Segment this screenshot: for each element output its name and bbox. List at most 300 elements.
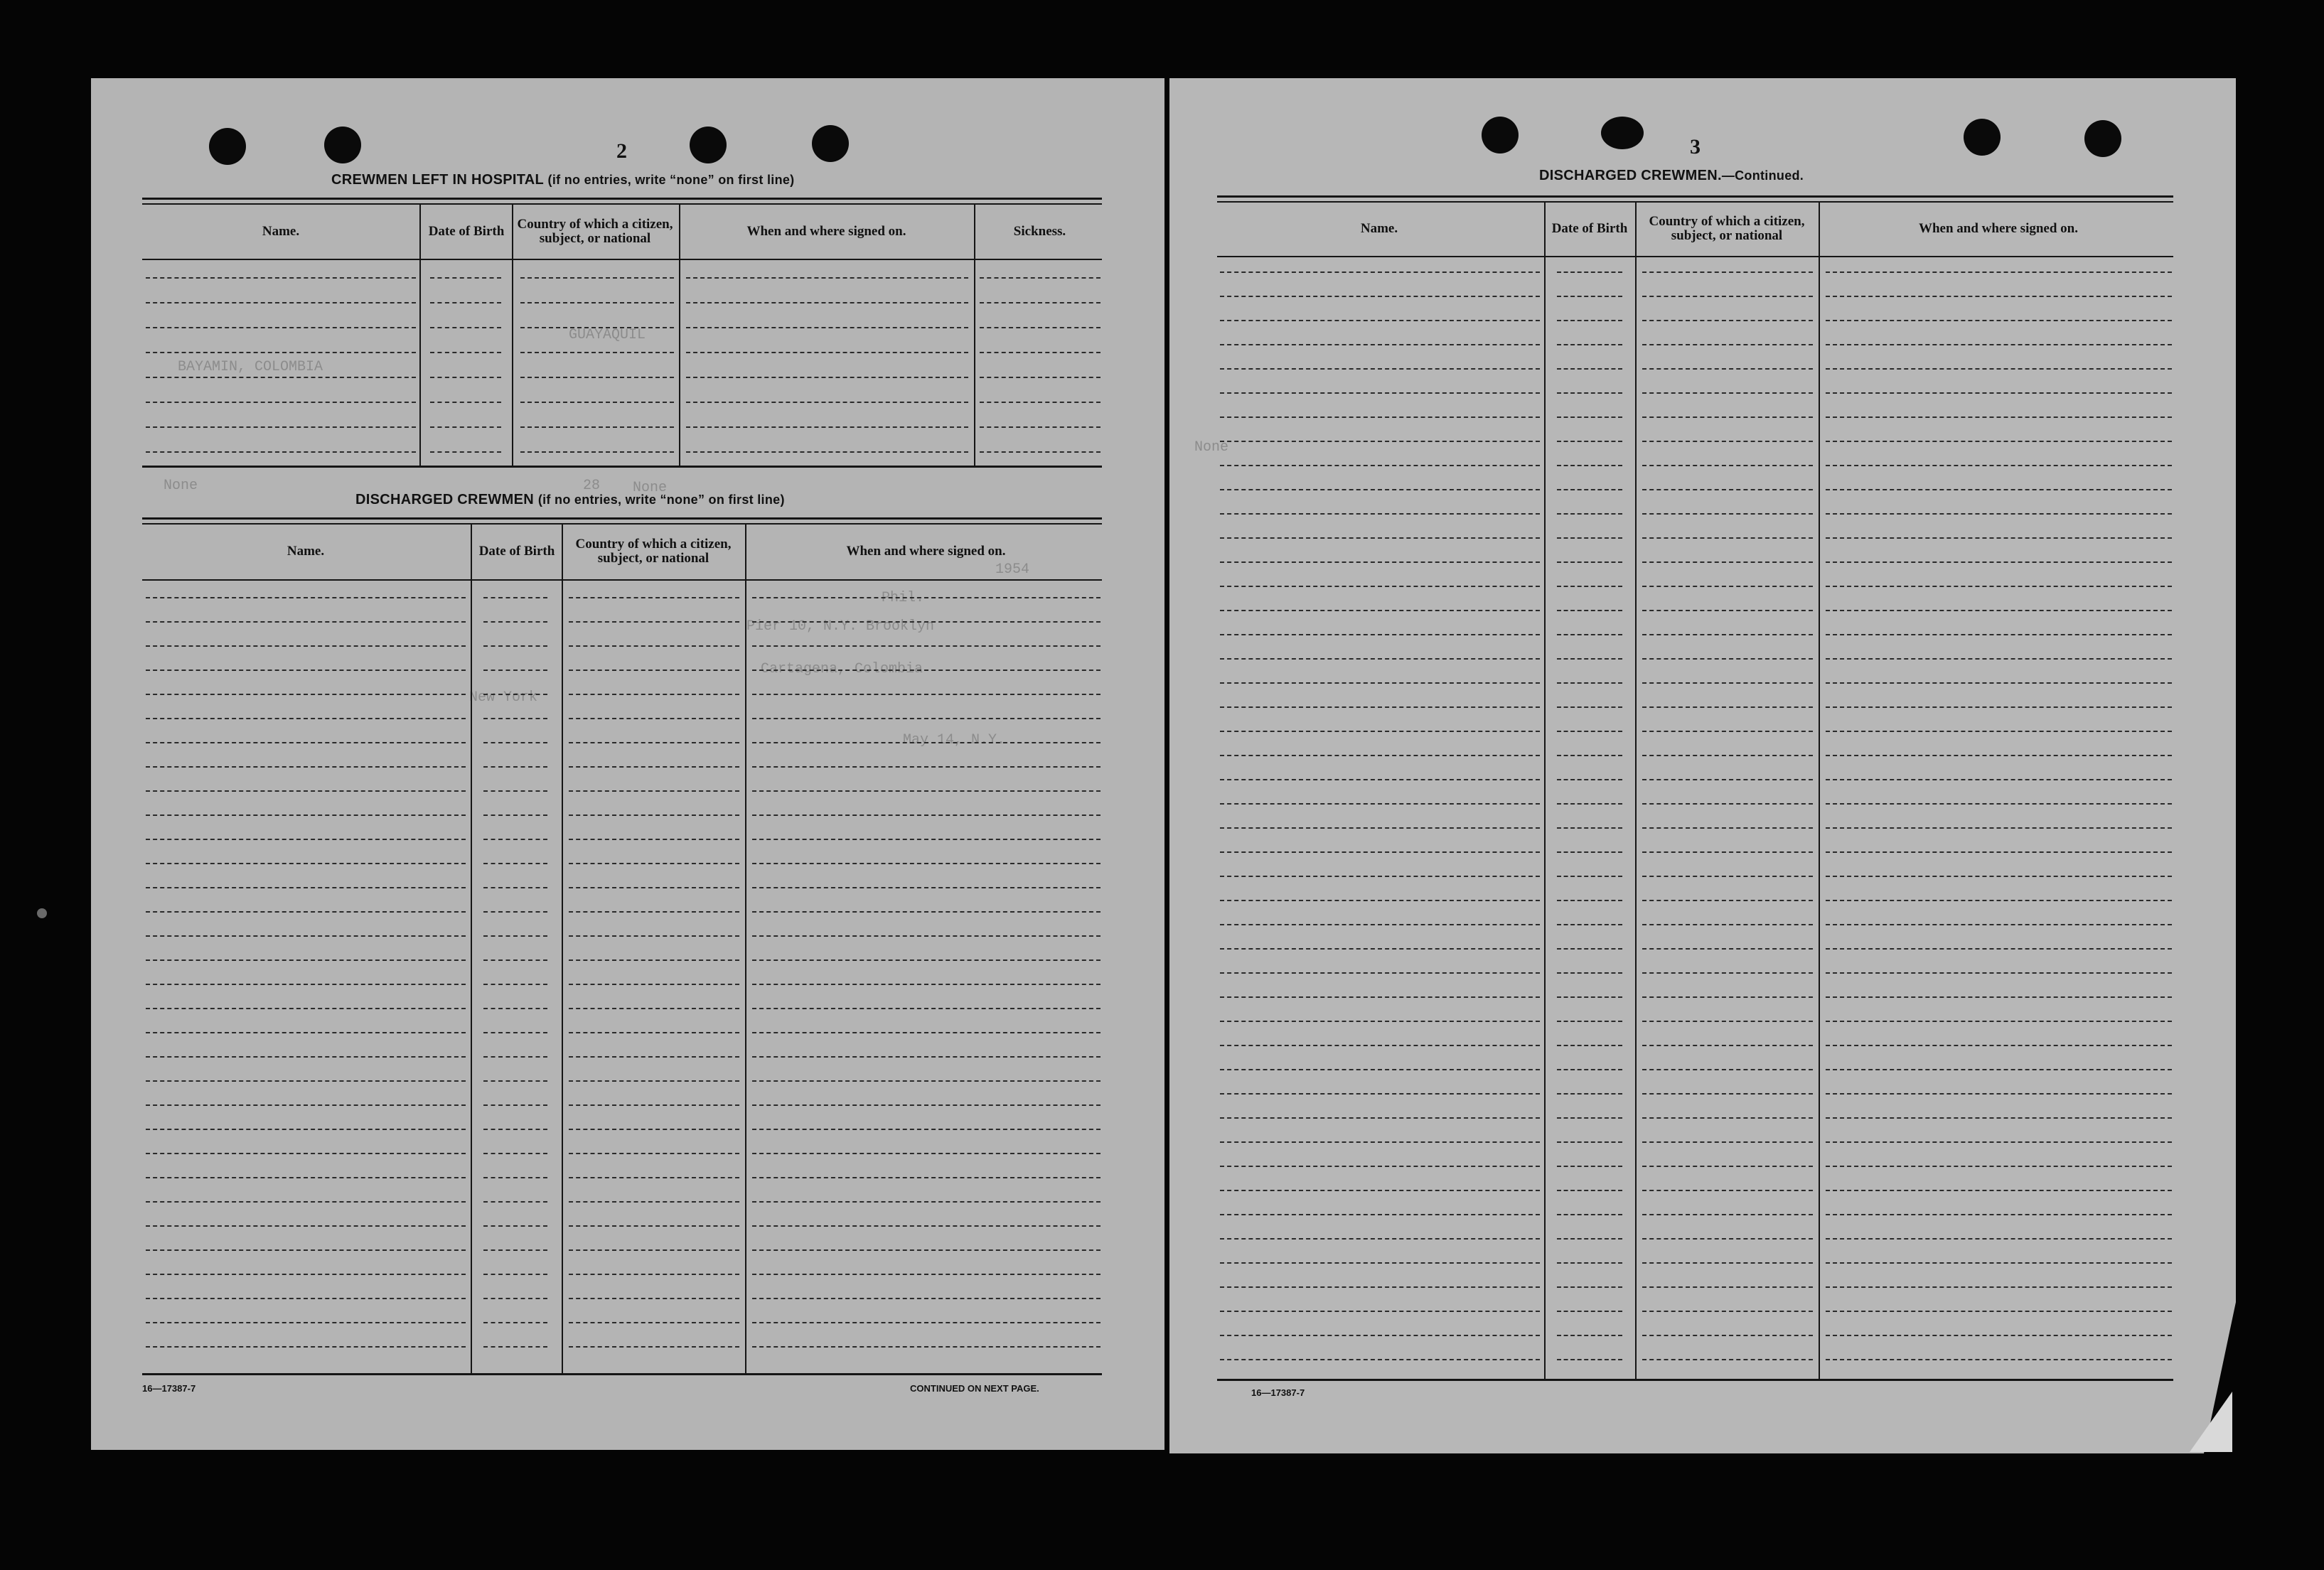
folded-corner <box>2190 1392 2232 1452</box>
ruled-line <box>1642 851 1813 853</box>
ruled-line <box>483 1225 547 1227</box>
ruled-line <box>483 1056 547 1058</box>
ruled-line <box>146 327 416 328</box>
ruled-line <box>1220 682 1540 684</box>
ruled-line <box>520 327 674 328</box>
ruled-line <box>569 766 739 768</box>
hospital-header-sickness: Sickness. <box>1013 224 1066 239</box>
ruled-line <box>752 935 1101 937</box>
ruled-line <box>752 1177 1101 1178</box>
ruled-line <box>146 352 416 353</box>
ruled-line <box>1557 1359 1622 1360</box>
discharged-subtitle-text: (if no entries, write “none” on first line) <box>537 493 785 507</box>
ruled-line <box>752 984 1101 985</box>
ruled-line <box>1826 1238 2172 1240</box>
ruled-line <box>146 1153 466 1154</box>
hospital-title-text: CREWMEN LEFT IN HOSPITAL <box>331 172 544 188</box>
ruled-line <box>1826 779 2172 780</box>
right-bottom-rule <box>1217 1379 2173 1381</box>
ruled-line <box>1642 368 1813 370</box>
ruled-line <box>1642 416 1813 418</box>
ruled-line <box>1557 1045 1622 1046</box>
ruled-line <box>1826 851 2172 853</box>
ruled-line <box>1557 996 1622 998</box>
ruled-line <box>483 839 547 840</box>
punch-hole <box>1964 119 2001 156</box>
ruled-line <box>1557 489 1622 490</box>
ruled-line <box>1220 489 1540 490</box>
bleed-through-text: New York <box>469 689 538 706</box>
edge-mark <box>37 908 47 918</box>
discharged-header-rule <box>142 579 1102 581</box>
ruled-line <box>146 426 416 428</box>
ruled-line <box>686 352 968 353</box>
ruled-line <box>1826 610 2172 611</box>
bleed-through-text: None <box>164 478 198 494</box>
ruled-line <box>1826 561 2172 563</box>
ruled-line <box>1826 296 2172 297</box>
ruled-line <box>520 402 674 403</box>
ruled-line <box>1642 706 1813 708</box>
ruled-line <box>752 621 1101 623</box>
punch-hole <box>812 125 849 162</box>
ruled-line <box>1826 416 2172 418</box>
discharged-title-text: DISCHARGED CREWMEN <box>355 492 534 507</box>
ruled-line <box>483 959 547 961</box>
ruled-line <box>1642 1359 1813 1360</box>
discharged-header-name: Name. <box>287 544 325 559</box>
ruled-line <box>146 718 466 719</box>
ruled-line <box>1220 827 1540 829</box>
ruled-line <box>752 1104 1101 1106</box>
ruled-line <box>1642 996 1813 998</box>
ruled-line <box>1826 972 2172 974</box>
ruled-line <box>146 302 416 303</box>
ruled-line <box>569 1080 739 1082</box>
ruled-line <box>686 327 968 328</box>
ruled-line <box>1220 948 1540 950</box>
ruled-line <box>146 377 416 378</box>
ruled-line <box>1220 1069 1540 1070</box>
ruled-line <box>752 1322 1101 1323</box>
ruled-line <box>569 1201 739 1203</box>
ruled-line <box>752 718 1101 719</box>
bleed-through-text: Pier 10, N.Y. Brooklyn <box>746 618 935 635</box>
hospital-header-signed-on: When and where signed on. <box>746 224 906 239</box>
ruled-line <box>1642 827 1813 829</box>
ruled-line <box>569 839 739 840</box>
ruled-line <box>483 1298 547 1299</box>
ruled-line <box>483 1008 547 1009</box>
page-number: 2 <box>616 139 627 163</box>
ruled-line <box>980 377 1101 378</box>
ruled-line <box>1642 561 1813 563</box>
punch-hole <box>209 128 246 165</box>
ruled-line <box>980 426 1101 428</box>
ruled-line <box>146 1201 466 1203</box>
ruled-line <box>1220 731 1540 732</box>
ruled-line <box>1557 972 1622 974</box>
ruled-line <box>1557 392 1622 394</box>
column-divider <box>419 203 421 466</box>
ruled-line <box>569 911 739 913</box>
ruled-line <box>1642 1166 1813 1167</box>
ruled-line <box>1557 441 1622 442</box>
ruled-line <box>1642 948 1813 950</box>
ruled-line <box>569 1008 739 1009</box>
ruled-line <box>1826 1286 2172 1288</box>
ruled-line <box>1557 586 1622 587</box>
ruled-line <box>752 814 1101 816</box>
ruled-line <box>569 1153 739 1154</box>
discharged-header-dob: Date of Birth <box>478 544 555 559</box>
ruled-line <box>1826 1045 2172 1046</box>
ruled-line <box>1220 1190 1540 1191</box>
ruled-line <box>146 451 416 453</box>
ruled-line <box>483 863 547 864</box>
ruled-line <box>1557 1021 1622 1022</box>
ruled-line <box>752 839 1101 840</box>
ruled-line <box>1557 827 1622 829</box>
ruled-line <box>686 377 968 378</box>
ruled-line <box>1557 803 1622 805</box>
ruled-line <box>1557 1214 1622 1215</box>
ruled-line <box>569 718 739 719</box>
ruled-line <box>980 302 1101 303</box>
ruled-line <box>146 694 466 695</box>
ruled-line <box>569 887 739 888</box>
ruled-line <box>1642 1190 1813 1191</box>
ruled-line <box>1642 755 1813 756</box>
ruled-line <box>1642 731 1813 732</box>
ruled-line <box>1557 271 1622 273</box>
right-header-signed-on: When and where signed on. <box>1918 221 2078 236</box>
bleed-through-text: BAYAMIN, COLOMBIA <box>178 359 323 375</box>
punch-hole <box>1482 117 1519 154</box>
ruled-line <box>1220 392 1540 394</box>
ruled-line <box>1220 561 1540 563</box>
ruled-line <box>752 742 1101 743</box>
ruled-line <box>1642 1335 1813 1336</box>
ruled-line <box>1220 296 1540 297</box>
ruled-line <box>1557 900 1622 901</box>
ruled-line <box>1826 1166 2172 1167</box>
ruled-line <box>1642 441 1813 442</box>
ruled-line <box>1642 513 1813 515</box>
ruled-line <box>569 1177 739 1178</box>
ruled-line <box>1557 755 1622 756</box>
ruled-line <box>1220 1286 1540 1288</box>
bleed-through-text: 1954 <box>995 561 1030 578</box>
punch-hole <box>2084 120 2121 157</box>
punch-hole <box>1601 117 1644 149</box>
right-header-dob: Date of Birth <box>1551 221 1628 236</box>
ruled-line <box>569 814 739 816</box>
ruled-line <box>1220 658 1540 660</box>
ruled-line <box>752 1201 1101 1203</box>
ruled-line <box>146 277 416 279</box>
ruled-line <box>752 1298 1101 1299</box>
ruled-line <box>752 694 1101 695</box>
ruled-line <box>1220 368 1540 370</box>
ruled-line <box>569 790 739 792</box>
ruled-line <box>1557 1166 1622 1167</box>
ruled-line <box>752 597 1101 598</box>
ruled-line <box>1826 634 2172 635</box>
bleed-through-text: None <box>1194 439 1229 456</box>
discharged-top-rule-inner <box>142 523 1102 525</box>
ruled-line <box>752 863 1101 864</box>
ruled-line <box>146 645 466 647</box>
ruled-line <box>1220 924 1540 925</box>
ruled-line <box>1826 1021 2172 1022</box>
ruled-line <box>146 887 466 888</box>
ruled-line <box>483 1346 547 1348</box>
ruled-line <box>483 1153 547 1154</box>
ruled-line <box>1642 1262 1813 1264</box>
ruled-line <box>1642 1311 1813 1312</box>
ruled-line <box>483 984 547 985</box>
ruled-line <box>686 277 968 279</box>
ruled-line <box>569 1056 739 1058</box>
right-top-rule <box>1217 195 2173 198</box>
ruled-line <box>146 1032 466 1033</box>
ruled-line <box>1220 1238 1540 1240</box>
ruled-line <box>1826 1069 2172 1070</box>
right-header-name: Name. <box>1360 221 1398 236</box>
ruled-line <box>1826 344 2172 345</box>
ruled-line <box>1642 682 1813 684</box>
ruled-line <box>1642 634 1813 635</box>
ruled-line <box>752 766 1101 768</box>
ruled-line <box>1826 731 2172 732</box>
ruled-line <box>569 1104 739 1106</box>
ruled-line <box>1557 876 1622 877</box>
ruled-line <box>1220 779 1540 780</box>
ruled-line <box>1557 731 1622 732</box>
ruled-line <box>483 742 547 743</box>
ruled-line <box>752 1008 1101 1009</box>
ruled-line <box>430 352 501 353</box>
hospital-top-rule <box>142 198 1102 200</box>
ruled-line <box>1642 1021 1813 1022</box>
hospital-section-title <box>331 172 794 188</box>
ruled-line <box>1642 779 1813 780</box>
ruled-line <box>1826 1190 2172 1191</box>
ruled-line <box>1642 296 1813 297</box>
ruled-line <box>686 402 968 403</box>
ruled-line <box>483 718 547 719</box>
ruled-line <box>569 935 739 937</box>
ruled-line <box>1826 465 2172 466</box>
discharged-header-signed-on: When and where signed on. <box>846 544 1006 559</box>
ruled-line <box>483 1032 547 1033</box>
ruled-line <box>1557 1117 1622 1119</box>
ruled-line <box>483 1249 547 1251</box>
ruled-line <box>1826 948 2172 950</box>
ruled-line <box>1826 368 2172 370</box>
bleed-through-text: Phil. <box>882 590 925 606</box>
column-divider <box>1544 201 1546 1379</box>
ruled-line <box>1826 513 2172 515</box>
page-number: 3 <box>1690 135 1701 158</box>
ruled-line <box>569 1032 739 1033</box>
discharged-header-country: Country of which a citizen, subject, or national <box>575 537 732 566</box>
ruled-line <box>1220 1214 1540 1215</box>
ruled-line <box>1557 561 1622 563</box>
ruled-line <box>1220 465 1540 466</box>
ruled-line <box>1826 320 2172 321</box>
ruled-line <box>1557 537 1622 539</box>
ruled-line <box>146 959 466 961</box>
ruled-line <box>483 1129 547 1130</box>
hospital-bottom-rule <box>142 466 1102 468</box>
ruled-line <box>1220 1093 1540 1095</box>
ruled-line <box>1557 1286 1622 1288</box>
ruled-line <box>1220 320 1540 321</box>
ruled-line <box>146 742 466 743</box>
ruled-line <box>1220 1262 1540 1264</box>
ruled-line <box>1826 489 2172 490</box>
ruled-line <box>1642 972 1813 974</box>
ruled-line <box>430 302 501 303</box>
ruled-line <box>520 377 674 378</box>
ruled-line <box>1642 1117 1813 1119</box>
ruled-line <box>569 670 739 671</box>
ruled-line <box>1220 1117 1540 1119</box>
ruled-line <box>752 670 1101 671</box>
ruled-line <box>146 1104 466 1106</box>
ruled-line <box>1220 586 1540 587</box>
ruled-line <box>1826 1262 2172 1264</box>
ruled-line <box>980 327 1101 328</box>
right-page <box>1169 78 2236 1453</box>
punch-hole <box>324 127 361 163</box>
ruled-line <box>520 451 674 453</box>
ruled-line <box>1826 1359 2172 1360</box>
ruled-line <box>1642 537 1813 539</box>
ruled-line <box>569 959 739 961</box>
ruled-line <box>483 887 547 888</box>
ruled-line <box>1557 1238 1622 1240</box>
ruled-line <box>146 935 466 937</box>
ruled-line <box>569 1322 739 1323</box>
ruled-line <box>520 302 674 303</box>
ruled-line <box>1826 1335 2172 1336</box>
ruled-line <box>1557 1311 1622 1312</box>
ruled-line <box>1557 1093 1622 1095</box>
ruled-line <box>1220 513 1540 515</box>
ruled-line <box>1826 1093 2172 1095</box>
ruled-line <box>1642 1214 1813 1215</box>
bleed-through-text: None <box>633 480 668 496</box>
ruled-line <box>569 694 739 695</box>
ruled-line <box>1220 803 1540 805</box>
ruled-line <box>483 1322 547 1323</box>
ruled-line <box>752 887 1101 888</box>
ruled-line <box>686 426 968 428</box>
ruled-line <box>1642 1093 1813 1095</box>
ruled-line <box>1642 392 1813 394</box>
ruled-line <box>752 1056 1101 1058</box>
ruled-line <box>1557 465 1622 466</box>
column-divider <box>512 203 513 466</box>
ruled-line <box>1557 924 1622 925</box>
ruled-line <box>1557 948 1622 950</box>
ruled-line <box>1557 682 1622 684</box>
ruled-line <box>569 1249 739 1251</box>
ruled-line <box>430 451 501 453</box>
ruled-line <box>1220 876 1540 877</box>
ruled-line <box>752 911 1101 913</box>
ruled-line <box>1642 489 1813 490</box>
ruled-line <box>1642 1286 1813 1288</box>
ruled-line <box>1220 1045 1540 1046</box>
ruled-line <box>752 1346 1101 1348</box>
column-divider <box>745 523 746 1373</box>
ruled-line <box>1826 1311 2172 1312</box>
ruled-line <box>980 402 1101 403</box>
ruled-line <box>1557 1262 1622 1264</box>
ruled-line <box>1557 779 1622 780</box>
ruled-line <box>1642 900 1813 901</box>
ruled-line <box>483 645 547 647</box>
ruled-line <box>1557 320 1622 321</box>
ruled-line <box>569 863 739 864</box>
ruled-line <box>1826 441 2172 442</box>
ruled-line <box>1557 368 1622 370</box>
ruled-line <box>1557 1190 1622 1191</box>
discharged-continued-title-text: DISCHARGED CREWMEN. <box>1539 168 1722 183</box>
ruled-line <box>483 935 547 937</box>
ruled-line <box>146 1322 466 1323</box>
hospital-header-name: Name. <box>262 224 300 239</box>
right-top-rule-inner <box>1217 201 2173 203</box>
ruled-line <box>1826 586 2172 587</box>
ruled-line <box>752 1080 1101 1082</box>
ruled-line <box>1826 803 2172 805</box>
ruled-line <box>483 621 547 623</box>
ruled-line <box>569 1129 739 1130</box>
ruled-line <box>483 1080 547 1082</box>
ruled-line <box>752 1153 1101 1154</box>
ruled-line <box>1220 610 1540 611</box>
punch-hole <box>690 127 727 163</box>
bleed-through-text: May 14, N.Y. <box>903 732 1006 748</box>
ruled-line <box>483 597 547 598</box>
left-page <box>91 78 1164 1450</box>
ruled-line <box>1642 924 1813 925</box>
ruled-line <box>146 402 416 403</box>
ruled-line <box>483 1201 547 1203</box>
ruled-line <box>146 1274 466 1275</box>
hospital-header-rule <box>142 259 1102 260</box>
ruled-line <box>1557 706 1622 708</box>
ruled-line <box>569 984 739 985</box>
ruled-line <box>1826 392 2172 394</box>
ruled-line <box>1220 416 1540 418</box>
form-number: 16—17387-7 <box>142 1383 196 1394</box>
ruled-line <box>1826 658 2172 660</box>
ruled-line <box>146 839 466 840</box>
right-header-country: Country of which a citizen, subject, or national <box>1649 214 1805 243</box>
ruled-line <box>1220 1021 1540 1022</box>
ruled-line <box>752 1225 1101 1227</box>
ruled-line <box>146 1056 466 1058</box>
ruled-line <box>483 766 547 768</box>
ruled-line <box>1557 296 1622 297</box>
ruled-line <box>483 911 547 913</box>
